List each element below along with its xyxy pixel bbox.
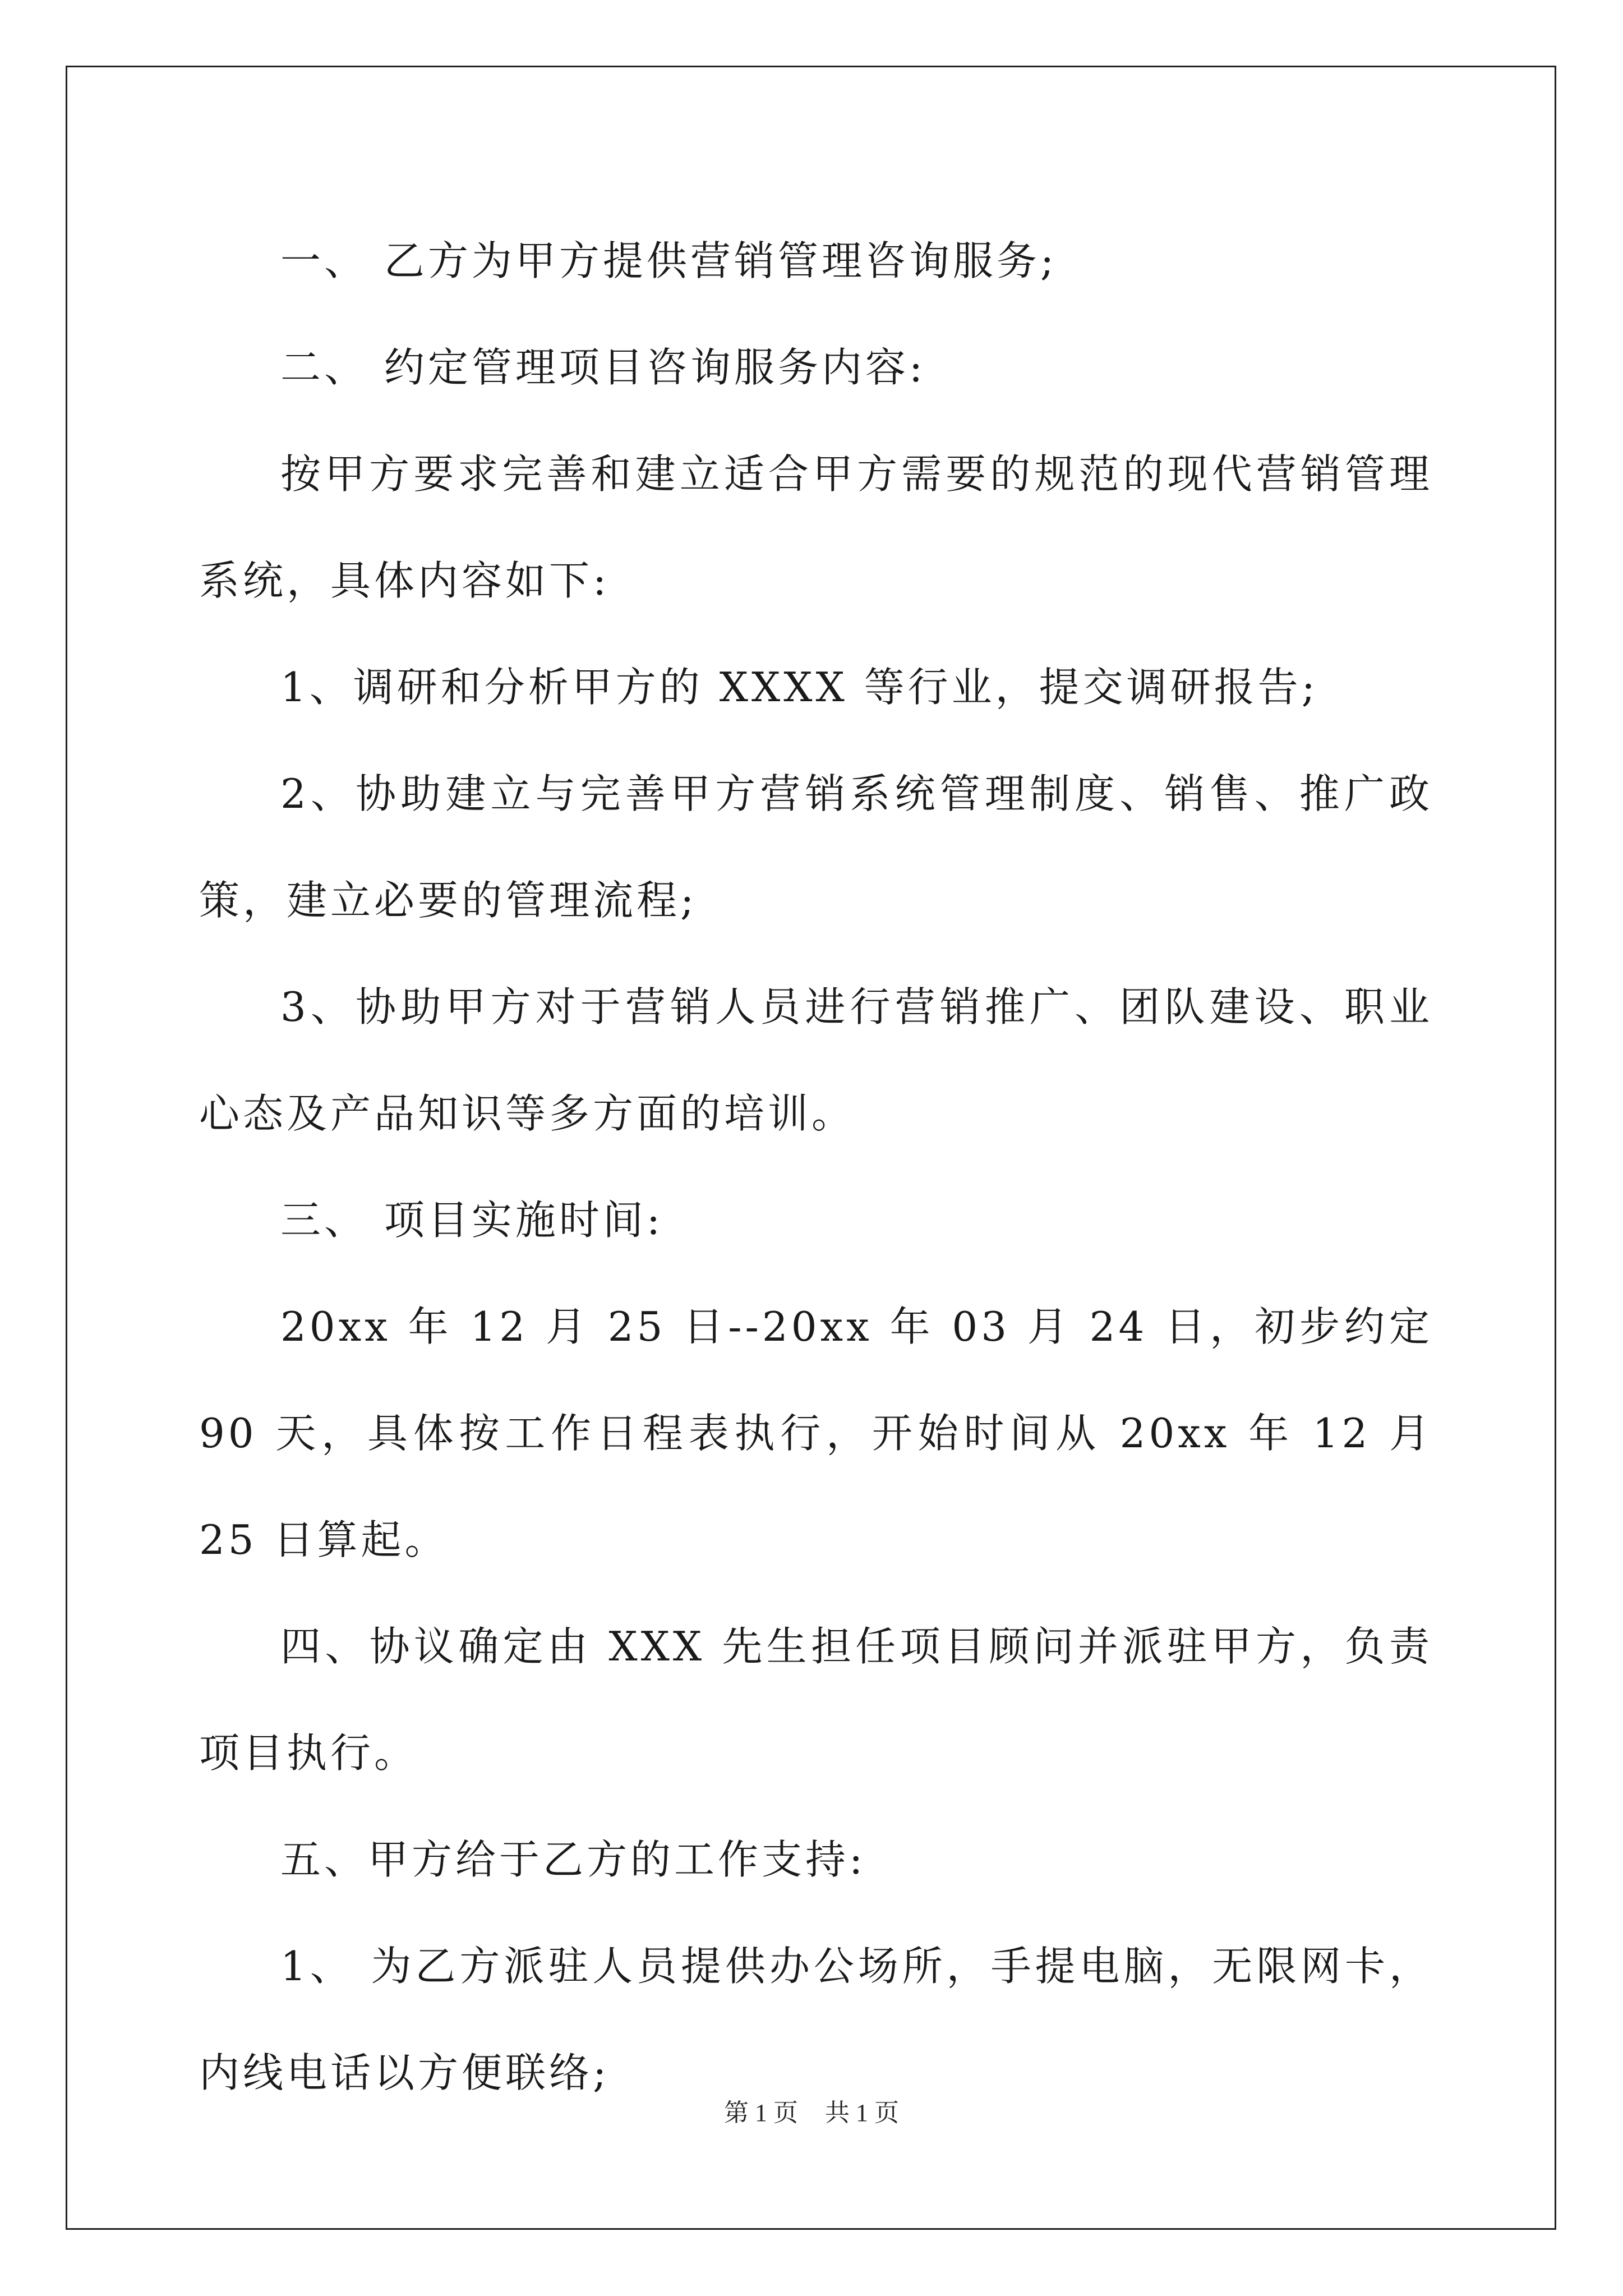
paragraph: 3、协助甲方对于营销人员进行营销推广、团队建设、职业心态及产品知识等多方面的培训。 (199, 983, 1433, 1137)
page-footer (0, 2096, 1623, 2130)
paragraph: 二、 约定管理项目咨询服务内容: (280, 344, 926, 391)
page-total: 共 1 页 (825, 2099, 899, 2127)
document-body (199, 208, 1433, 2126)
paragraph: 1、 为乙方派驻人员提供办公场所，手提电脑，无限网卡，内线电话以方便联络; (199, 1943, 1433, 2096)
paragraph: 五、甲方给于乙方的工作支持: (280, 1836, 866, 1883)
paragraph: 四、协议确定由 XXX 先生担任项目顾问并派驻甲方，负责项目执行。 (199, 1623, 1433, 1777)
page-number: 第 1 页 (724, 2099, 798, 2127)
paragraph: 2、协助建立与完善甲方营销系统管理制度、销售、推广政策，建立必要的管理流程; (199, 770, 1433, 924)
paragraph: 按甲方要求完善和建立适合甲方需要的规范的现代营销管理系统，具体内容如下: (199, 450, 1433, 604)
paragraph: 三、 项目实施时间: (280, 1197, 664, 1244)
paragraph: 一、 乙方为甲方提供营销管理咨询服务; (280, 237, 1058, 284)
paragraph: 20xx 年 12 月 25 日--20xx 年 03 月 24 日，初步约定 90 天，具体按工作日程表执行，开始时间从 20xx 年 12 月 25 日算起。 (199, 1303, 1433, 1563)
paragraph: 1、调研和分析甲方的 XXXX 等行业，提交调研报告; (280, 664, 1318, 711)
